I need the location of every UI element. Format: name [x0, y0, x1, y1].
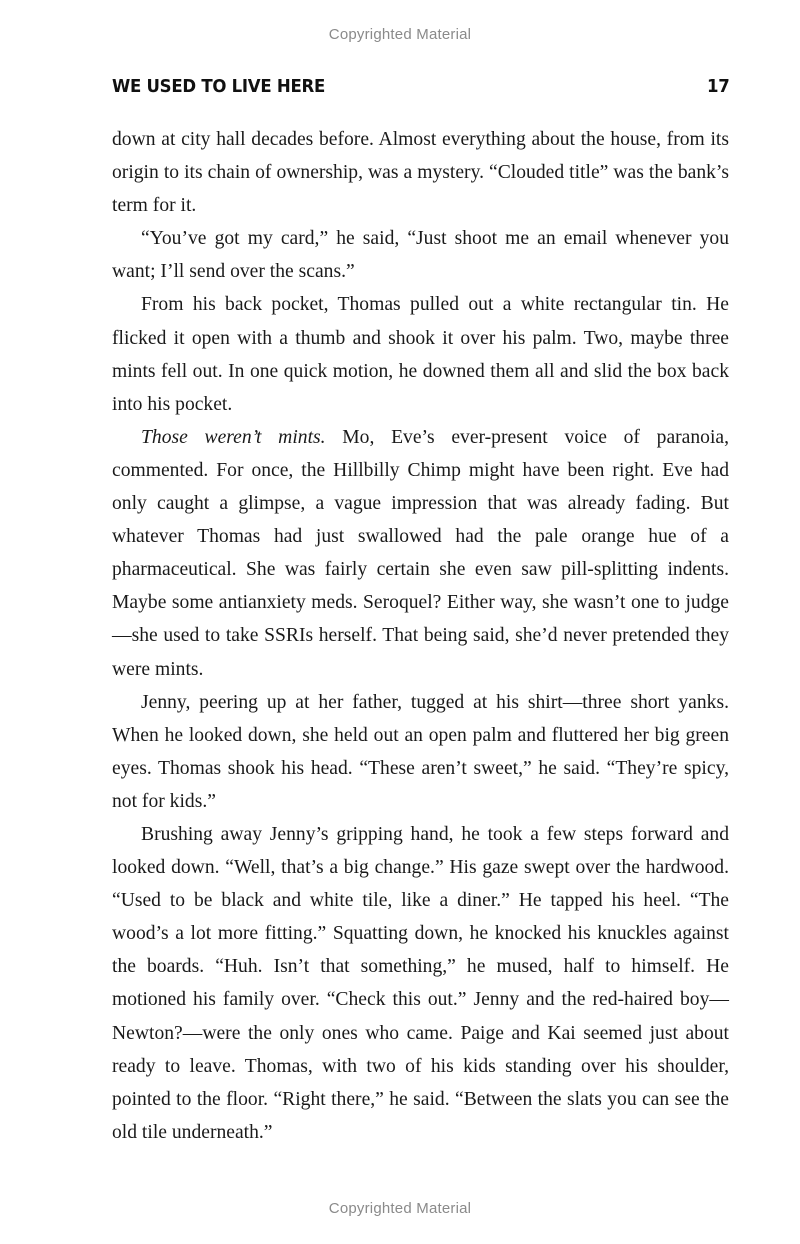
paragraph-6: Brushing away Jenny’s gripping hand, he took a few steps forward and looked down. “Well, that’s a big change.” His gaze swept over the hardwood. “Used to be black and white tile, like a diner.” He tapped his heel. “The wood’s a lot more fitting.” Squatting down, he knocked his knuckles against the boards. “Huh. Isn’t that something,” he mused, half to himself. He motioned his family over. “Check this out.” Jenny and the red-haired boy—Newton?—were the only ones who came. Paige and Kai seemed just about ready to leave. Thomas, with two of his kids standing over his shoulder, pointed to the floor. “Right there,” he said. “Between the slats you can see the old tile underneath.” [112, 823, 729, 1143]
italic-thought: Those weren’t mints. [141, 426, 326, 448]
book-title: WE USED TO LIVE HERE [112, 76, 326, 97]
paragraph-3: From his back pocket, Thomas pulled out a white rectangular tin. He flicked it open with a thumb and shook it over his palm. Two, maybe three mints fell out. In one quick motion, he downed them all and slid the box back into his pocket. [112, 294, 729, 415]
paragraph-4 [112, 421, 729, 686]
paragraph-2: “You’ve got my card,” he said, “Just shoot me an email whenever you want; I’ll send over the scans.” [112, 228, 729, 283]
paragraph-4-text: Mo, Eve’s ever-present voice of paranoia, commented. For once, the Hillbilly Chimp might have been right. Eve had only caught a glimpse, a vague impression that was already fading. But whatever Thomas had just swallowed had the pale orange hue of a pharmaceutical. She was fairly certain she even saw pill-splitting indents. Maybe some antianxiety meds. Seroquel? Either way, she wasn’t one to judge—she used to take SSRIs herself. That being said, she’d never pretended they were mints. [112, 426, 729, 680]
running-head [112, 76, 729, 102]
paragraph-1: down at city hall decades before. Almost everything about the house, from its origin to its chain of ownership, was a mystery. “Clouded title” was the bank’s term for it. [112, 129, 729, 217]
paragraph-5: Jenny, peering up at her father, tugged at his shirt—three short yanks. When he looked down, she held out an open palm and fluttered her big green eyes. Thomas shook his head. “These aren’t sweet,” he said. “They’re spicy, not for kids.” [112, 691, 729, 812]
copyright-watermark-top: Copyrighted Material [328, 26, 472, 43]
body-text [112, 123, 729, 1149]
copyright-watermark-bottom: Copyrighted Material [328, 1200, 472, 1217]
page-number: 17 [706, 76, 729, 97]
